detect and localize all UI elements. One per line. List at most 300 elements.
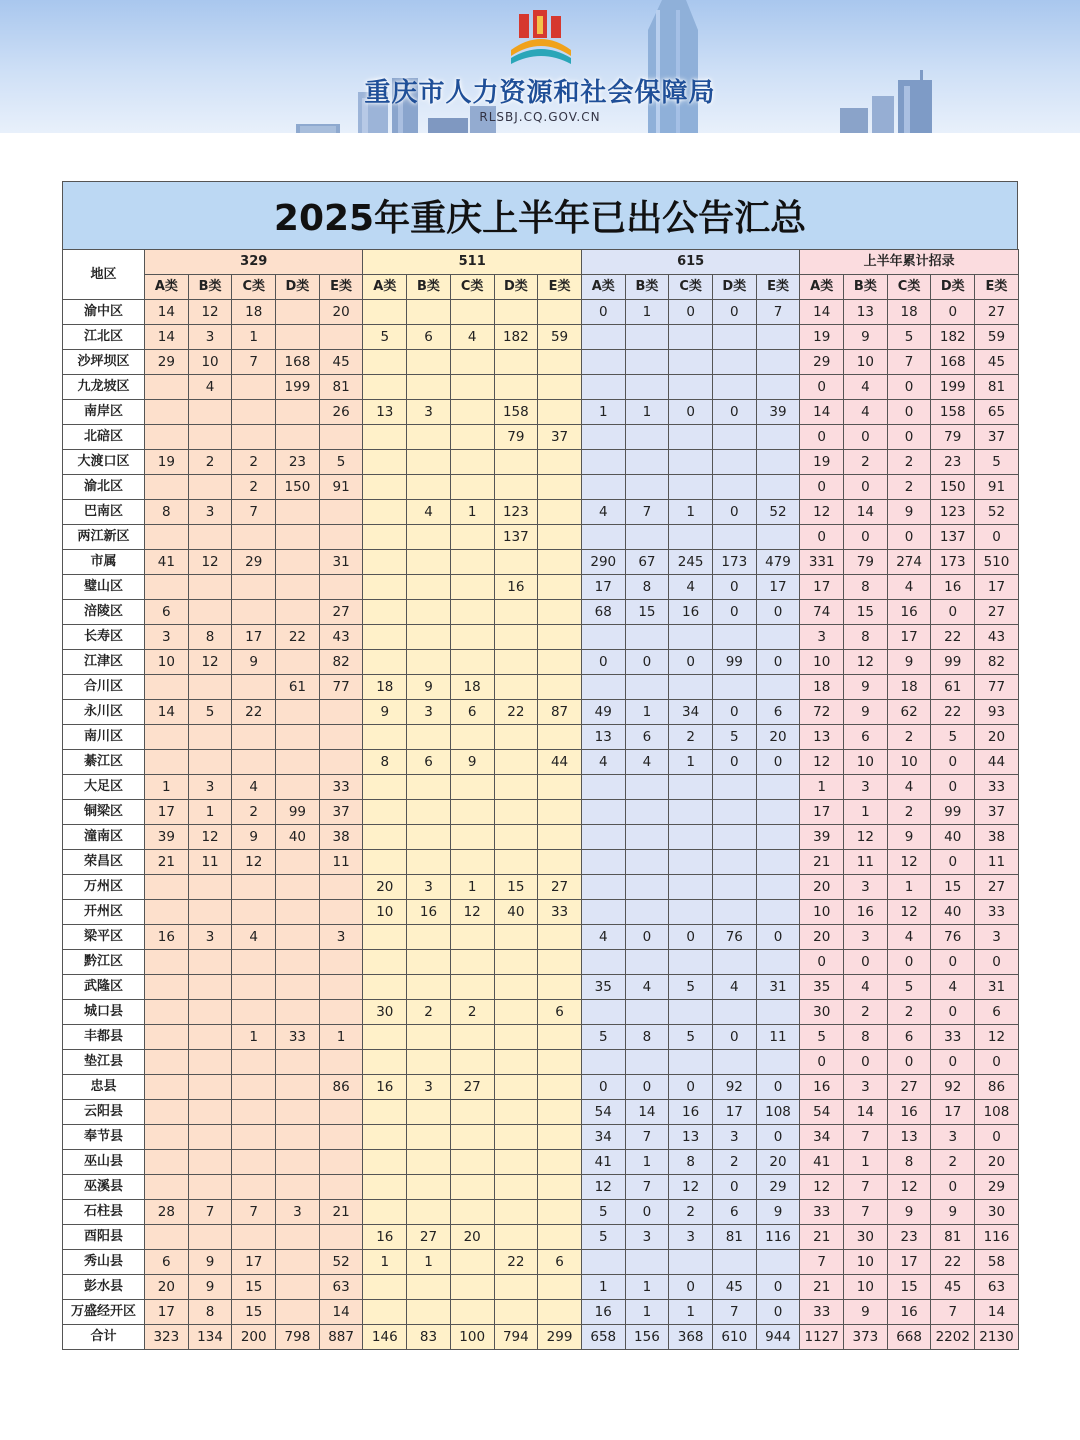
- table-cell: [319, 525, 363, 550]
- table-cell: 12: [887, 900, 931, 925]
- table-cell: [669, 675, 713, 700]
- table-cell: [538, 725, 582, 750]
- table-cell: 3: [800, 625, 844, 650]
- table-cell: [756, 625, 800, 650]
- table-cell: 52: [756, 500, 800, 525]
- table-cell: [145, 1050, 189, 1075]
- table-cell: [494, 1275, 538, 1300]
- table-cell: 22: [494, 700, 538, 725]
- table-cell: 45: [712, 1275, 756, 1300]
- table-cell: 16: [800, 1075, 844, 1100]
- table-cell: [319, 725, 363, 750]
- table-cell: 4: [232, 925, 276, 950]
- table-cell: [319, 900, 363, 925]
- table-cell: 29: [756, 1175, 800, 1200]
- table-cell: 6: [625, 725, 669, 750]
- table-cell: [232, 600, 276, 625]
- table-cell: 79: [931, 425, 975, 450]
- table-cell: 9: [450, 750, 494, 775]
- table-cell: [276, 425, 320, 450]
- region-name: 璧山区: [63, 575, 145, 600]
- table-cell: [538, 1275, 582, 1300]
- table-cell: 182: [931, 325, 975, 350]
- table-cell: 0: [756, 1300, 800, 1325]
- table-cell: 299: [538, 1325, 582, 1350]
- table-cell: [494, 600, 538, 625]
- table-row: [63, 600, 1019, 625]
- table-cell: [494, 925, 538, 950]
- table-cell: 82: [975, 650, 1019, 675]
- table-cell: [494, 950, 538, 975]
- table-cell: 21: [800, 1275, 844, 1300]
- table-cell: 794: [494, 1325, 538, 1350]
- table-cell: 59: [538, 325, 582, 350]
- table-cell: [232, 400, 276, 425]
- table-cell: 33: [931, 1025, 975, 1050]
- table-cell: [581, 875, 625, 900]
- table-cell: 0: [712, 1025, 756, 1050]
- table-cell: 91: [319, 475, 363, 500]
- table-cell: 173: [712, 550, 756, 575]
- table-cell: 6: [538, 1000, 582, 1025]
- table-cell: 0: [712, 750, 756, 775]
- table-cell: 1: [625, 1300, 669, 1325]
- table-cell: [712, 850, 756, 875]
- table-cell: [669, 350, 713, 375]
- table-cell: 0: [844, 425, 888, 450]
- table-cell: 7: [712, 1300, 756, 1325]
- table-cell: [450, 800, 494, 825]
- table-cell: 0: [844, 950, 888, 975]
- table-cell: [363, 425, 407, 450]
- table-cell: 10: [800, 650, 844, 675]
- table-cell: [319, 1000, 363, 1025]
- table-cell: [712, 800, 756, 825]
- table-cell: 274: [887, 550, 931, 575]
- organization-url: RLSBJ.CQ.GOV.CN: [479, 110, 601, 124]
- table-cell: [232, 1075, 276, 1100]
- table-cell: 12: [232, 850, 276, 875]
- table-cell: [276, 550, 320, 575]
- table-cell: [581, 1050, 625, 1075]
- table-cell: 29: [232, 550, 276, 575]
- table-cell: [669, 1050, 713, 1075]
- table-cell: 123: [931, 500, 975, 525]
- table-cell: 2: [887, 725, 931, 750]
- table-cell: 2130: [975, 1325, 1019, 1350]
- table-cell: [276, 1075, 320, 1100]
- table-cell: 16: [844, 900, 888, 925]
- table-row: [63, 425, 1019, 450]
- table-cell: 79: [844, 550, 888, 575]
- table-cell: [188, 900, 232, 925]
- table-cell: [538, 975, 582, 1000]
- table-cell: 2: [887, 450, 931, 475]
- table-row: [63, 1125, 1019, 1150]
- table-cell: [538, 375, 582, 400]
- region-name: 市属: [63, 550, 145, 575]
- region-name: 黔江区: [63, 950, 145, 975]
- table-cell: [450, 950, 494, 975]
- table-cell: [625, 825, 669, 850]
- table-row: [63, 1200, 1019, 1225]
- table-cell: [625, 450, 669, 475]
- table-cell: [407, 475, 451, 500]
- table-cell: 17: [800, 575, 844, 600]
- table-cell: 3: [407, 700, 451, 725]
- table-cell: 150: [276, 475, 320, 500]
- table-cell: 12: [887, 1175, 931, 1200]
- table-cell: 4: [887, 775, 931, 800]
- table-cell: 0: [800, 375, 844, 400]
- table-cell: 37: [975, 800, 1019, 825]
- table-cell: [145, 900, 189, 925]
- table-cell: [450, 450, 494, 475]
- table-cell: 83: [407, 1325, 451, 1350]
- table-cell: 2: [188, 450, 232, 475]
- table-cell: 8: [669, 1150, 713, 1175]
- table-cell: 17: [800, 800, 844, 825]
- table-cell: 22: [931, 1250, 975, 1275]
- table-cell: [494, 1300, 538, 1325]
- table-cell: 0: [844, 1050, 888, 1075]
- table-cell: 479: [756, 550, 800, 575]
- group-header-cumulative: 上半年累计招录: [800, 250, 1019, 275]
- table-cell: 13: [581, 725, 625, 750]
- table-cell: 5: [188, 700, 232, 725]
- table-cell: 8: [844, 575, 888, 600]
- table-cell: 108: [756, 1100, 800, 1125]
- region-name: 南川区: [63, 725, 145, 750]
- table-cell: 35: [800, 975, 844, 1000]
- table-row: [63, 450, 1019, 475]
- table-cell: [363, 775, 407, 800]
- summary-table: [62, 249, 1019, 1350]
- table-cell: [407, 600, 451, 625]
- table-cell: [407, 1275, 451, 1300]
- table-cell: 11: [844, 850, 888, 875]
- table-cell: 11: [756, 1025, 800, 1050]
- table-cell: [756, 800, 800, 825]
- table-cell: [363, 1275, 407, 1300]
- category-header: C类: [450, 275, 494, 300]
- table-cell: 31: [319, 550, 363, 575]
- table-cell: 76: [712, 925, 756, 950]
- table-cell: 6: [844, 725, 888, 750]
- table-cell: [363, 925, 407, 950]
- table-cell: [625, 525, 669, 550]
- table-cell: [669, 325, 713, 350]
- table-cell: 290: [581, 550, 625, 575]
- table-cell: 15: [844, 600, 888, 625]
- table-cell: [494, 650, 538, 675]
- table-row: [63, 350, 1019, 375]
- table-row: [63, 1250, 1019, 1275]
- table-cell: 17: [756, 575, 800, 600]
- table-cell: [319, 500, 363, 525]
- table-cell: 2: [887, 1000, 931, 1025]
- table-cell: 368: [669, 1325, 713, 1350]
- table-cell: 6: [145, 1250, 189, 1275]
- table-cell: [625, 425, 669, 450]
- table-cell: 2202: [931, 1325, 975, 1350]
- table-cell: [581, 375, 625, 400]
- table-cell: [188, 1150, 232, 1175]
- table-cell: [188, 1175, 232, 1200]
- table-cell: [232, 1000, 276, 1025]
- table-cell: [538, 450, 582, 475]
- table-cell: [319, 425, 363, 450]
- table-cell: [188, 1125, 232, 1150]
- table-cell: 0: [931, 950, 975, 975]
- table-cell: 28: [145, 1200, 189, 1225]
- table-cell: [450, 975, 494, 1000]
- table-cell: 19: [800, 450, 844, 475]
- category-header: C类: [887, 275, 931, 300]
- table-cell: 5: [887, 325, 931, 350]
- category-header: E类: [538, 275, 582, 300]
- table-cell: [538, 950, 582, 975]
- table-cell: [756, 950, 800, 975]
- table-cell: 10: [887, 750, 931, 775]
- table-cell: [494, 1175, 538, 1200]
- table-cell: [756, 1250, 800, 1275]
- table-cell: [494, 1075, 538, 1100]
- table-cell: 0: [887, 950, 931, 975]
- table-cell: 99: [712, 650, 756, 675]
- table-cell: 15: [494, 875, 538, 900]
- table-cell: 52: [975, 500, 1019, 525]
- table-cell: 4: [450, 325, 494, 350]
- table-cell: [494, 750, 538, 775]
- table-cell: [363, 550, 407, 575]
- table-cell: [712, 775, 756, 800]
- table-cell: 3: [975, 925, 1019, 950]
- table-cell: [756, 425, 800, 450]
- table-cell: [625, 900, 669, 925]
- table-cell: 1: [581, 400, 625, 425]
- table-cell: 58: [975, 1250, 1019, 1275]
- table-cell: 0: [800, 1050, 844, 1075]
- table-cell: 33: [800, 1200, 844, 1225]
- table-cell: 1: [669, 750, 713, 775]
- table-cell: 9: [188, 1250, 232, 1275]
- table-cell: [712, 1250, 756, 1275]
- table-cell: 0: [669, 1275, 713, 1300]
- table-cell: 245: [669, 550, 713, 575]
- table-cell: [232, 900, 276, 925]
- table-cell: 0: [887, 425, 931, 450]
- table-cell: [407, 1050, 451, 1075]
- category-header: C类: [232, 275, 276, 300]
- table-cell: 0: [756, 1275, 800, 1300]
- region-name: 永川区: [63, 700, 145, 725]
- table-cell: 39: [800, 825, 844, 850]
- table-row: [63, 675, 1019, 700]
- category-header: A类: [800, 275, 844, 300]
- table-cell: 16: [494, 575, 538, 600]
- table-cell: [494, 350, 538, 375]
- region-name: 忠县: [63, 1075, 145, 1100]
- table-row: [63, 300, 1019, 325]
- table-cell: [712, 1000, 756, 1025]
- table-cell: 17: [145, 1300, 189, 1325]
- table-cell: 20: [756, 1150, 800, 1175]
- table-row: [63, 475, 1019, 500]
- region-name: 涪陵区: [63, 600, 145, 625]
- table-cell: 41: [581, 1150, 625, 1175]
- table-cell: 158: [931, 400, 975, 425]
- table-cell: 49: [581, 700, 625, 725]
- table-cell: 2: [887, 800, 931, 825]
- table-cell: 5: [319, 450, 363, 475]
- table-cell: 0: [669, 1075, 713, 1100]
- region-name: 石柱县: [63, 1200, 145, 1225]
- table-cell: 30: [975, 1200, 1019, 1225]
- table-cell: 7: [887, 350, 931, 375]
- table-cell: [538, 775, 582, 800]
- table-cell: [276, 925, 320, 950]
- table-cell: 0: [887, 400, 931, 425]
- table-cell: [145, 875, 189, 900]
- table-cell: 3: [188, 925, 232, 950]
- table-cell: [232, 425, 276, 450]
- table-row: [63, 850, 1019, 875]
- table-cell: 6: [407, 325, 451, 350]
- table-cell: 7: [625, 1125, 669, 1150]
- table-cell: 23: [276, 450, 320, 475]
- table-cell: 0: [712, 1175, 756, 1200]
- table-cell: 168: [931, 350, 975, 375]
- table-cell: [756, 825, 800, 850]
- table-cell: [450, 300, 494, 325]
- table-cell: 12: [844, 650, 888, 675]
- table-cell: 34: [800, 1125, 844, 1150]
- table-cell: 35: [581, 975, 625, 1000]
- table-cell: [276, 650, 320, 675]
- table-cell: 1: [232, 1025, 276, 1050]
- table-cell: 30: [363, 1000, 407, 1025]
- table-cell: [712, 950, 756, 975]
- table-cell: 33: [975, 900, 1019, 925]
- table-cell: 2: [712, 1150, 756, 1175]
- table-cell: [232, 750, 276, 775]
- table-cell: 2: [407, 1000, 451, 1025]
- table-cell: [407, 825, 451, 850]
- table-cell: 0: [756, 925, 800, 950]
- table-cell: [494, 475, 538, 500]
- table-cell: 5: [931, 725, 975, 750]
- category-header: D类: [712, 275, 756, 300]
- table-cell: 510: [975, 550, 1019, 575]
- table-cell: [538, 400, 582, 425]
- table-cell: 74: [800, 600, 844, 625]
- table-cell: [276, 1175, 320, 1200]
- table-cell: [145, 475, 189, 500]
- table-cell: 3: [407, 1075, 451, 1100]
- table-cell: [188, 525, 232, 550]
- table-cell: [756, 775, 800, 800]
- table-cell: 12: [800, 1175, 844, 1200]
- table-cell: 1: [800, 775, 844, 800]
- table-cell: 21: [800, 1225, 844, 1250]
- table-cell: 199: [931, 375, 975, 400]
- table-cell: [625, 875, 669, 900]
- table-cell: [407, 425, 451, 450]
- table-cell: [188, 875, 232, 900]
- table-cell: 1: [887, 875, 931, 900]
- region-name: 綦江区: [63, 750, 145, 775]
- table-cell: 8: [188, 1300, 232, 1325]
- table-cell: [363, 650, 407, 675]
- table-cell: 0: [800, 425, 844, 450]
- table-cell: [538, 1100, 582, 1125]
- table-cell: 0: [712, 300, 756, 325]
- table-cell: 158: [494, 400, 538, 425]
- table-cell: [188, 1000, 232, 1025]
- table-cell: 87: [538, 700, 582, 725]
- table-cell: 16: [669, 600, 713, 625]
- table-cell: [538, 1175, 582, 1200]
- table-cell: 9: [844, 1300, 888, 1325]
- table-cell: 9: [887, 825, 931, 850]
- table-cell: [712, 875, 756, 900]
- table-cell: 0: [800, 475, 844, 500]
- category-header: B类: [188, 275, 232, 300]
- table-cell: 5: [887, 975, 931, 1000]
- table-cell: 0: [931, 750, 975, 775]
- table-cell: [276, 400, 320, 425]
- table-cell: 15: [232, 1275, 276, 1300]
- table-cell: [756, 450, 800, 475]
- table-cell: [276, 1100, 320, 1125]
- table-cell: 173: [931, 550, 975, 575]
- table-cell: [581, 675, 625, 700]
- table-cell: 7: [931, 1300, 975, 1325]
- table-cell: [319, 1050, 363, 1075]
- table-cell: 17: [887, 625, 931, 650]
- table-cell: 22: [276, 625, 320, 650]
- region-name: 渝中区: [63, 300, 145, 325]
- table-cell: [581, 1250, 625, 1275]
- table-cell: 37: [975, 425, 1019, 450]
- table-cell: 59: [975, 325, 1019, 350]
- table-cell: 116: [756, 1225, 800, 1250]
- table-cell: [188, 1225, 232, 1250]
- table-cell: 20: [756, 725, 800, 750]
- table-cell: 38: [319, 825, 363, 850]
- table-cell: [232, 675, 276, 700]
- region-name: 彭水县: [63, 1275, 145, 1300]
- table-cell: 0: [581, 650, 625, 675]
- region-name: 万州区: [63, 875, 145, 900]
- category-header: B类: [407, 275, 451, 300]
- table-cell: [319, 700, 363, 725]
- table-cell: [756, 675, 800, 700]
- table-cell: 1: [844, 1150, 888, 1175]
- table-cell: 18: [450, 675, 494, 700]
- table-cell: 3: [188, 775, 232, 800]
- table-cell: 99: [931, 650, 975, 675]
- table-cell: [407, 525, 451, 550]
- table-cell: 14: [844, 500, 888, 525]
- table-cell: 2: [669, 1200, 713, 1225]
- table-cell: [276, 1050, 320, 1075]
- table-cell: [494, 1000, 538, 1025]
- table-cell: [494, 450, 538, 475]
- table-cell: 7: [232, 500, 276, 525]
- table-cell: 20: [800, 925, 844, 950]
